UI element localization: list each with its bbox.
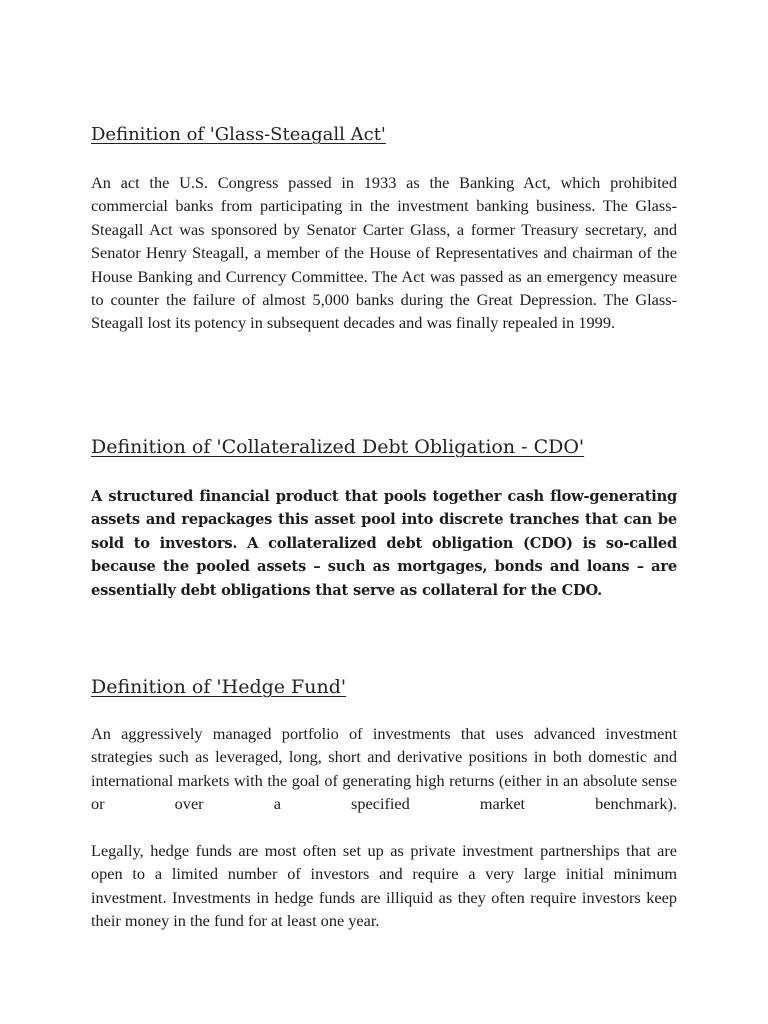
paragraph-cdo: A structured financial product that pools together cash flow-generating assets and repackages this asset pool into discrete tranches that can be sold to investors. A collateralized debt obligation (CDO) is so-called because the pooled assets – such as mortgages, bonds and loans – are essentially debt obligations that serve as collateral for the CDO.	[91, 488, 677, 599]
paragraph-hedge-fund-definition: An aggressively managed portfolio of investments that uses advanced investment strategies such as leveraged, long, short and derivative positions in both domestic and international markets with the goal of generating high returns (either in an absolute sense or over a specified market benchmark).	[91, 724, 677, 814]
heading-hedge-fund: Definition of 'Hedge Fund'	[91, 676, 347, 698]
heading-glass-steagall: Definition of 'Glass-Steagall Act'	[91, 124, 386, 145]
heading-cdo: Definition of 'Collateralized Debt Obligation - CDO'	[91, 436, 585, 458]
paragraph-hedge-fund-legal: Legally, hedge funds are most often set up as private investment partnerships that are open to a limited number of investors and require a very large initial minimum investment. Investments in hedge funds are illiquid as they often require investors keep their money in the fund for at least one year.	[91, 841, 677, 931]
paragraph-glass-steagall: An act the U.S. Congress passed in 1933 as the Banking Act, which prohibited commercial banks from participating in the investment banking business. The Glass-Steagall Act was sponsored by Senator Carter Glass, a former Treasury secretary, and Senator Henry Steagall, a member of the House of Representatives and chairman of the House Banking and Currency Committee. The Act was passed as an emergency measure to counter the failure of almost 5,000 banks during the Great Depression. The Glass-Steagall lost its potency in subsequent decades and was finally repealed in 1999.	[91, 173, 677, 333]
